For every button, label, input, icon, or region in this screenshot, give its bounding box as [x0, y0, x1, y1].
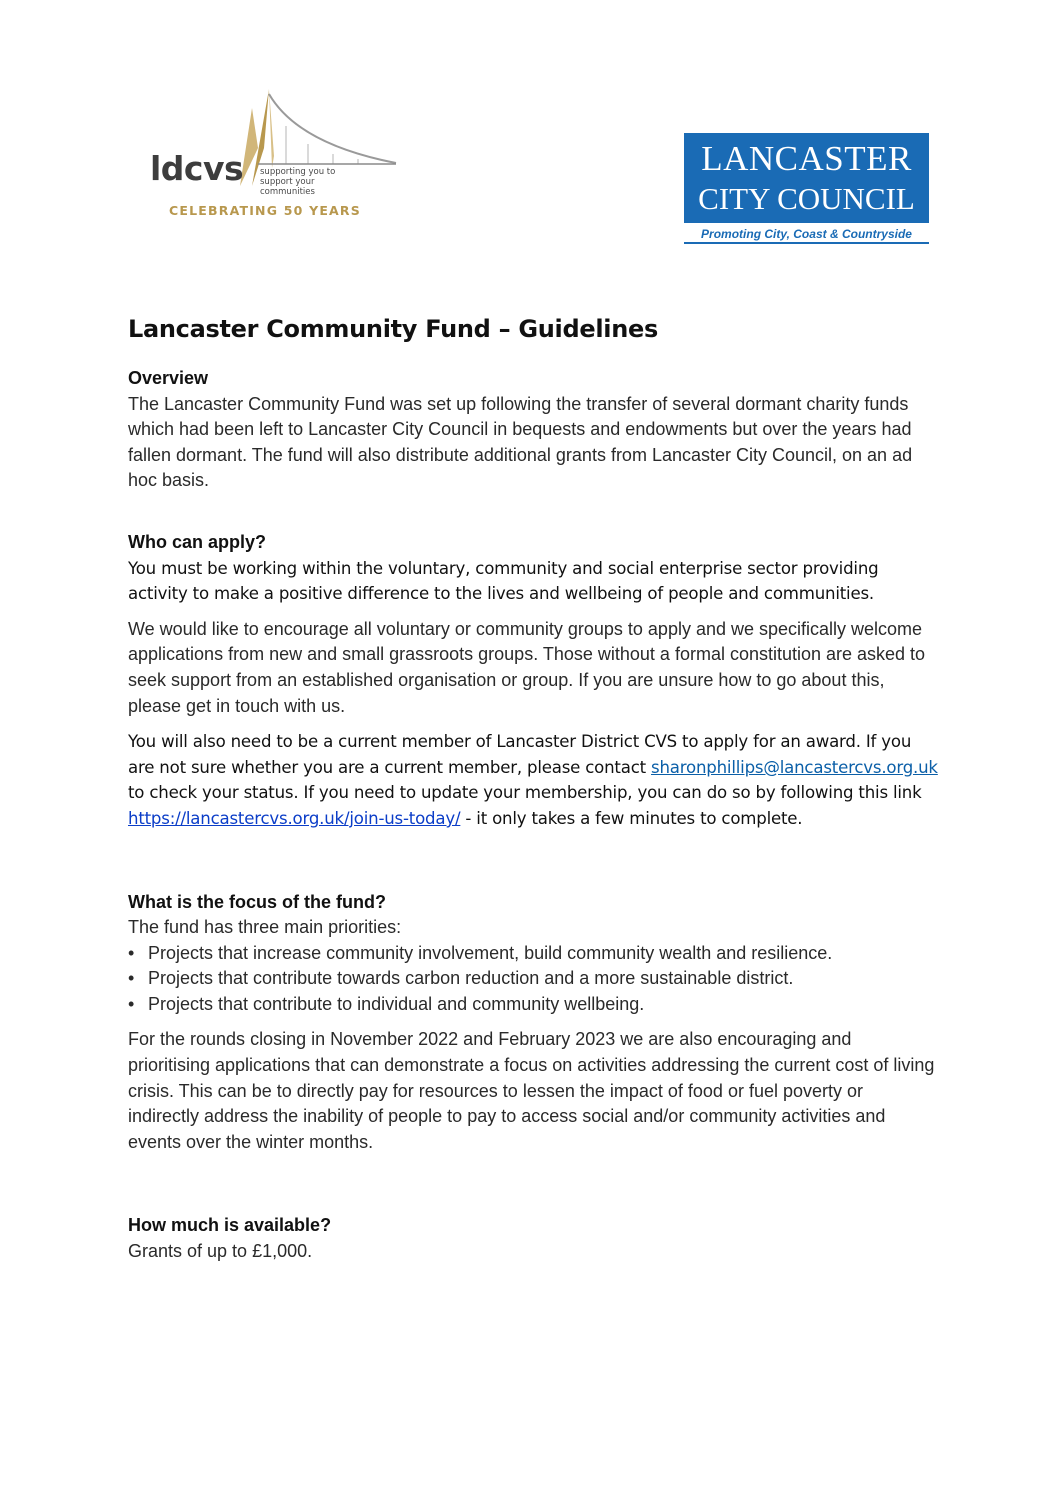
who-can-apply-encourage: We would like to encourage all voluntary or community groups to apply and we specifically welcome applications from new and small grassroots groups. Those without a formal constitution are asked to seek support from an established organisation or group. If you are unsure how to go about this, please get in touch with us.	[128, 618, 926, 716]
lcc-logo-line1: LANCASTER	[701, 139, 912, 178]
ldcvs-tagline: supporting you to support your communities	[260, 167, 336, 197]
priorities-list	[128, 941, 938, 1018]
bullet-icon: •	[128, 942, 135, 963]
focus-section	[128, 890, 938, 1156]
page-title: Lancaster Community Fund – Guidelines	[128, 315, 658, 343]
membership-text-part1: You will also need to be a current member of Lancaster District CVS to apply for an award. If you are not sure whether you are a current member, please contact	[128, 732, 912, 777]
priority-text: Projects that contribute to individual and community wellbeing.	[148, 993, 645, 1014]
ldcvs-celebrating-label: CELEBRATING 50 YEARS	[169, 203, 361, 218]
list-item	[128, 966, 938, 992]
available-text: Grants of up to £1,000.	[128, 1241, 313, 1262]
membership-text-part3: - it only takes a few minutes to complete.	[460, 808, 803, 828]
who-can-apply-intro: You must be working within the voluntary, community and social enterprise sector providing activity to make a positive difference to the lives and wellbeing of people and communities.	[128, 558, 879, 604]
lcc-logo-line2: CITY COUNCIL	[698, 181, 915, 216]
lcc-logo-tagline: Promoting City, Coast & Countryside	[684, 227, 929, 244]
bullet-icon: •	[128, 993, 135, 1014]
membership-text-part2: to check your status. If you need to update your membership, you can do so by following this link	[128, 783, 922, 803]
contact-email-link[interactable]: sharonphillips@lancastercvs.org.uk	[651, 757, 938, 777]
bullet-icon: •	[128, 968, 135, 989]
join-us-link[interactable]: https://lancastercvs.org.uk/join-us-today/	[128, 808, 461, 828]
focus-intro: The fund has three main priorities:	[128, 917, 402, 938]
who-can-apply-section	[128, 530, 938, 832]
available-heading: How much is available?	[128, 1215, 332, 1236]
rounds-text: For the rounds closing in November 2022 and February 2023 we are also encouraging and prioritising applications that can demonstrate a focus on activities addressing the current cost of living crisis. This can be to directly pay for resources to lessen the impact of food or fuel poverty or indirectly address the inability of people to pay to access social and/or community activities and events over the winter months.	[128, 1029, 935, 1152]
list-item	[128, 992, 938, 1018]
who-can-apply-heading: Who can apply?	[128, 531, 267, 552]
ldcvs-logo	[148, 86, 400, 222]
focus-heading: What is the focus of the fund?	[128, 891, 386, 912]
priority-text: Projects that contribute towards carbon reduction and a more sustainable district.	[148, 968, 794, 989]
lancaster-city-council-logo	[684, 133, 930, 247]
ldcvs-wordmark: ldcvs	[150, 149, 244, 188]
membership-paragraph	[128, 729, 938, 831]
overview-text: The Lancaster Community Fund was set up following the transfer of several dormant charity funds which had been left to Lancaster City Council in bequests and endowments but over the years had fallen dormant. The fund will also distribute additional grants from Lancaster City Council, on an ad hoc basis.	[128, 393, 913, 491]
list-item	[128, 941, 938, 967]
priority-text: Projects that increase community involvement, build community wealth and resilience.	[148, 942, 833, 963]
overview-section	[128, 366, 938, 494]
available-section	[128, 1213, 938, 1264]
document-body	[128, 312, 938, 1265]
overview-heading: Overview	[128, 368, 209, 388]
